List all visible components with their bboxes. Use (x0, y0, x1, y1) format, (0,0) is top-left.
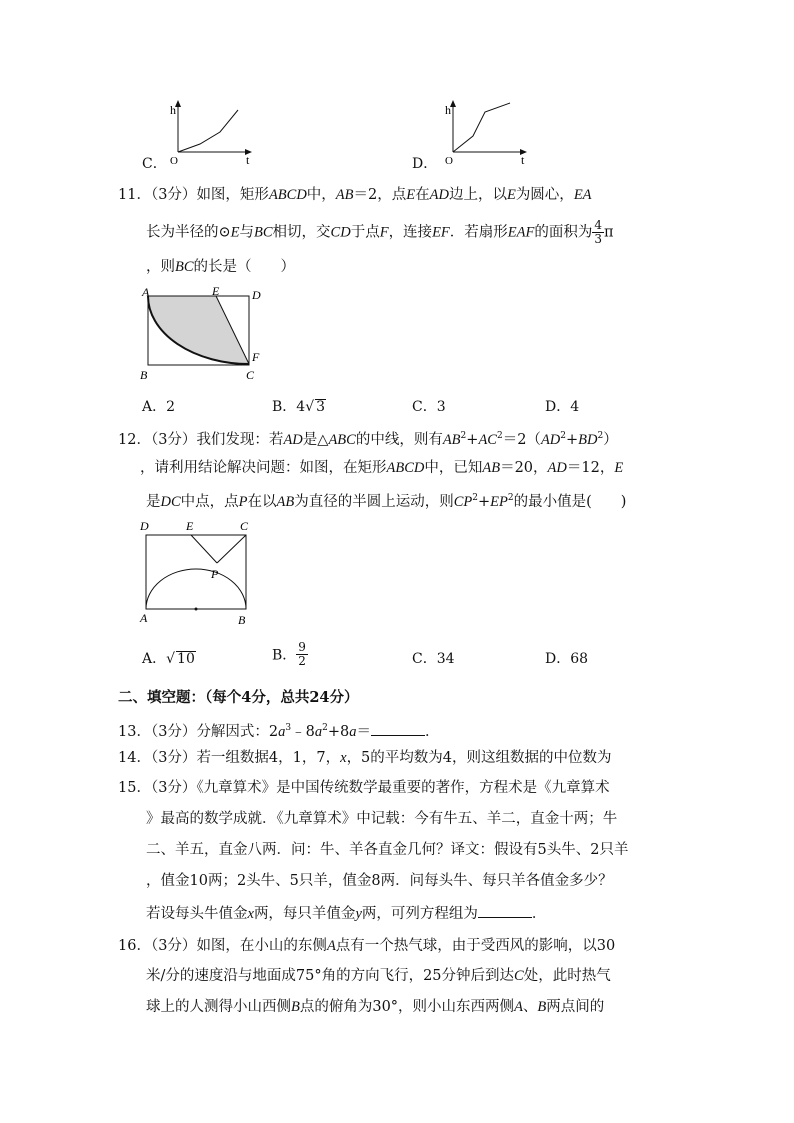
graph-d-t: t (521, 153, 525, 167)
svg-text:B: B (238, 613, 246, 627)
svg-text:E: E (212, 284, 220, 298)
q12-figure (136, 516, 266, 628)
svg-text:D: D (140, 519, 149, 533)
q16-line1: 16．（3分）如图，在小山的东侧A点有一个热气球，由于受西风的影响，以30 (118, 938, 616, 954)
svg-text:D: D (252, 288, 261, 302)
q11-fraction: $\frac{4}{3}$ (594, 218, 602, 246)
q11-option-b: B．4√ 3 (272, 399, 326, 415)
graph-c (160, 98, 260, 170)
graph-d (435, 98, 535, 170)
q11-option-d: D．4 (545, 399, 580, 415)
q14: 14．（3分）若一组数据4，1，7，x，5的平均数为4，则这组数据的中位数为 (118, 750, 612, 766)
graph-d-h: h (445, 103, 451, 117)
q11-line1: 11．（3分）如图，矩形ABCD中，AB＝2，点E在AD边上，以E为圆心，EA (118, 187, 592, 203)
q12-option-d: D．68 (545, 651, 589, 667)
svg-text:F: F (252, 350, 260, 364)
q16-line2: 米/分的速度沿与地面成75°角的方向飞行，25分钟后到达C处，此时热气 (146, 968, 611, 984)
svg-text:C: C (246, 368, 255, 382)
q12-option-a: A．√ 10 (142, 651, 195, 667)
q16-line3: 球上的人测得小山西侧B点的俯角为30°，则小山东西两侧A、B两点间的 (146, 999, 605, 1015)
option-c-label: C． (142, 156, 167, 172)
svg-text:A: A (140, 611, 148, 625)
q12-line2: ，请利用结论解决问题：如图，在矩形ABCD中，已知AB＝20，AD＝12，E (140, 460, 624, 476)
svg-text:B: B (140, 368, 148, 382)
q12-option-c: C．34 (412, 651, 455, 667)
section-title: 二、填空题：（每个4分，总共24分） (118, 689, 359, 706)
q12-line3: 是DC中点，点P在以AB为直径的半圆上运动，则$CP^2+EP^2$的最小值是( ) (146, 493, 627, 510)
q13-answer-blank (371, 721, 425, 736)
q15-line4: ，值金10两；2头牛、5只羊，值金8两．问每头牛、每只羊各值金多少？ (146, 873, 613, 889)
graph-c-h: h (170, 103, 176, 117)
svg-text:C: C (240, 519, 249, 533)
q11-option-a: A．2 (142, 399, 176, 415)
q15-line3: 二、羊五，直金八两．问：牛、羊各直金几何？译文：假设有5头牛、2只羊 (146, 842, 629, 858)
option-d-label: D． (412, 156, 438, 172)
q13: 13．（3分）分解因式：$2a^3﹣8a^2+8a=$ ． (118, 719, 440, 741)
graph-c-t: t (246, 153, 250, 167)
graph-c-o: O (170, 155, 178, 167)
q12-line1: 12．（3分）我们发现：若AD是△ABC的中线，则有$AB^2+AC^2=2(AD^2+BD^2)$ (118, 431, 618, 448)
q11-figure (136, 284, 266, 384)
q11-line3: ，则BC的长是（ ） (146, 259, 296, 275)
q11-line2: 长为半径的⊙E与BC相切，交CD于点F，连接EF．若扇形EAF的面积为 $\frac{4}{3}$ π (146, 218, 614, 246)
q15-line5: 若设每头牛值金x两，每只羊值金y两，可列方程组为 ． (146, 903, 546, 923)
q15-line2: 》最高的数学成就．《九章算术》中记载：今有牛五、羊二，直金十两；牛 (146, 811, 618, 827)
svg-text:P: P (211, 567, 219, 581)
svg-text:A: A (142, 285, 150, 299)
svg-text:E: E (186, 519, 194, 533)
q12-option-b: B． $\frac{9}{2}$ (272, 640, 306, 668)
q15-line1: 15．（3分）《九章算术》是中国传统数学最重要的著作，方程术是《九章算术 (118, 780, 610, 796)
q11-option-c: C．3 (412, 399, 446, 415)
graph-d-o: O (445, 155, 453, 167)
q15-answer-blank (478, 903, 532, 918)
